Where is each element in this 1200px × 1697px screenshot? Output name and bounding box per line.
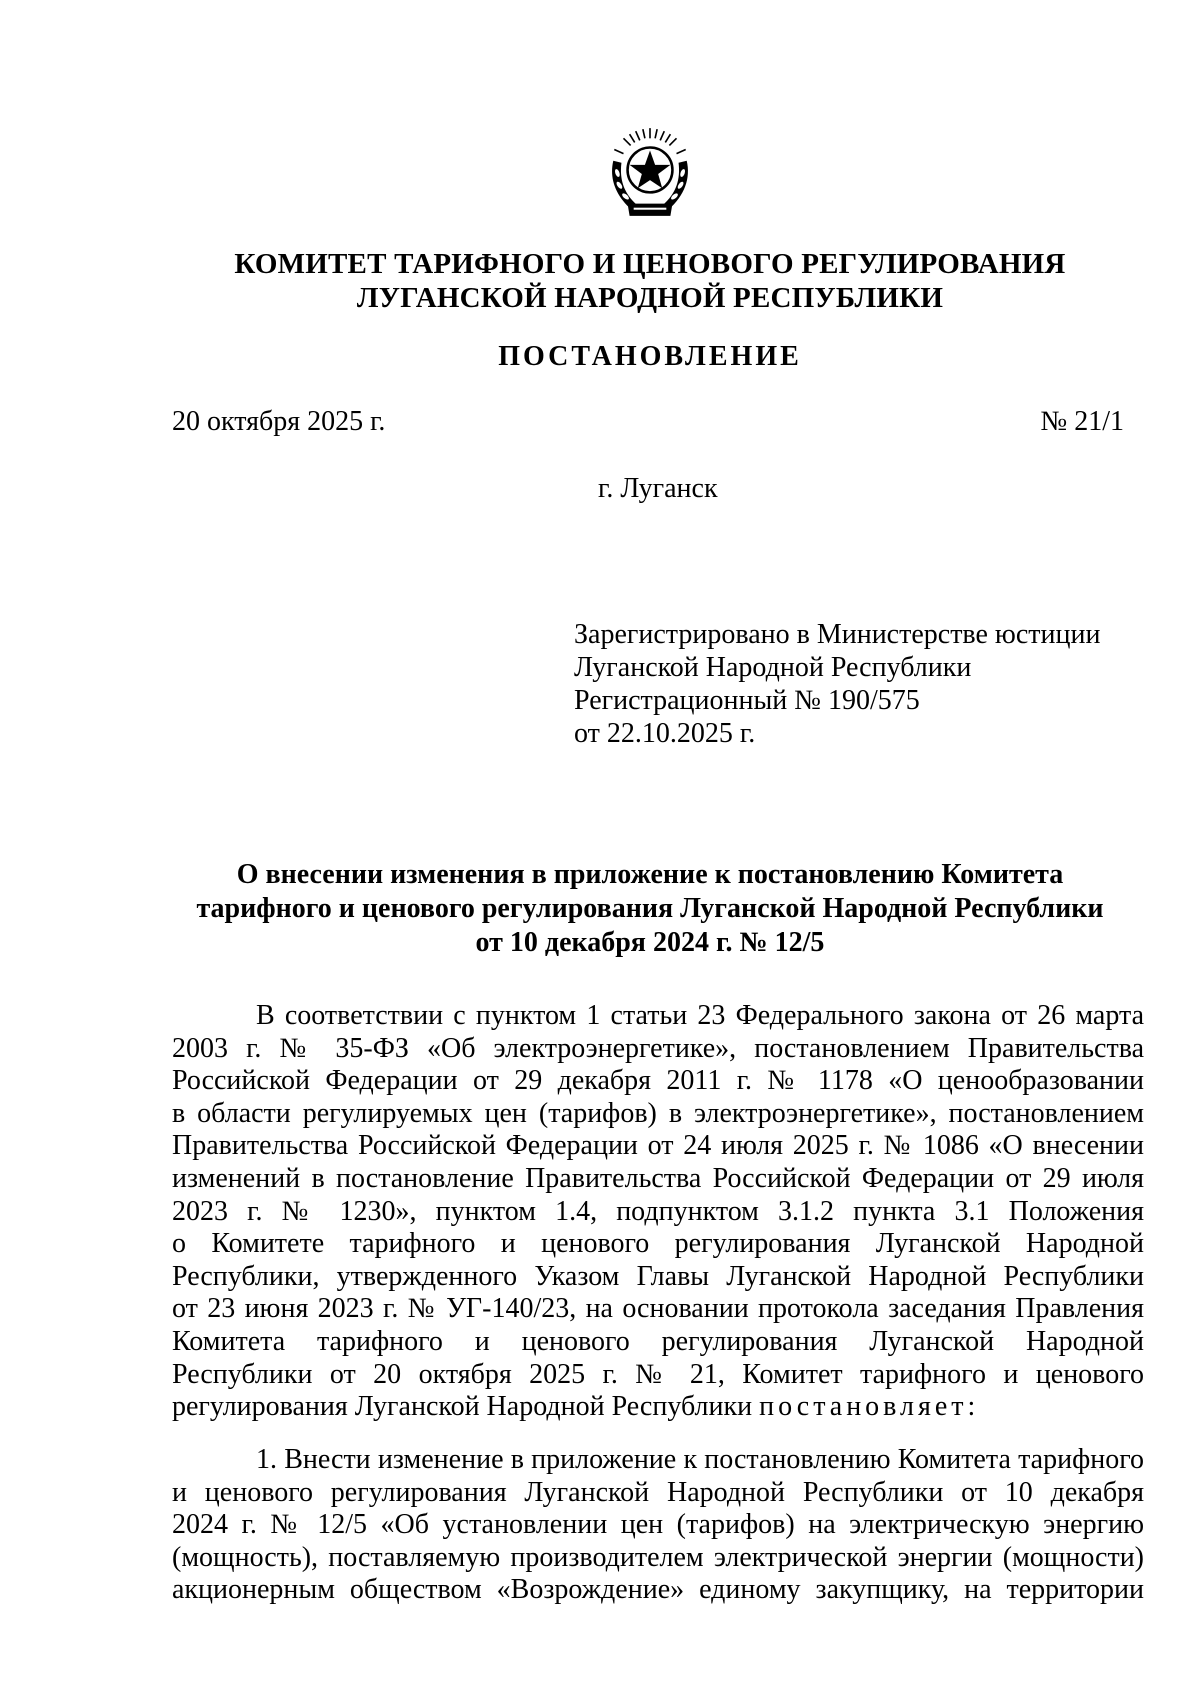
paragraph-line: Республики, утвержденного Указом Главы Луганской Народной Республики — [172, 1260, 1144, 1292]
paragraph-line: и ценового регулирования Луганской Народной Республики от 10 декабря — [172, 1476, 1144, 1508]
document-number: № 21/1 — [1040, 406, 1124, 437]
paragraph-line: Комитета тарифного и ценового регулирования Луганской Народной — [172, 1325, 1144, 1357]
paragraph-line: о Комитете тарифного и ценового регулирования Луганской Народной — [172, 1228, 1144, 1260]
organization-title-line1: КОМИТЕТ ТАРИФНОГО И ЦЕНОВОГО РЕГУЛИРОВАНИЯ — [234, 248, 1066, 280]
registration-line: от 22.10.2025 г. — [574, 718, 756, 749]
paragraph-line: изменений в постановление Правительства Российской Федерации от 29 июля — [172, 1162, 1144, 1194]
heading-line: тарифного и ценового регулирования Луганской Народной Республики — [196, 893, 1104, 924]
paragraph-line: Российской Федерации от 29 декабря 2011 г. № 1178 «О ценообразовании — [172, 1065, 1144, 1097]
paragraph-line: Правительства Российской Федерации от 24 июля 2025 г. № 1086 «О внесении — [172, 1130, 1144, 1162]
lnr-coat-of-arms-icon — [599, 122, 701, 224]
clause-1-paragraph — [172, 1444, 1144, 1607]
paragraph-text: регулирования Луганской Народной Республики — [172, 1391, 760, 1423]
organization-title-line2: ЛУГАНСКОЙ НАРОДНОЙ РЕСПУБЛИКИ — [356, 282, 944, 314]
document-heading — [160, 858, 1140, 960]
paragraph-line: от 23 июня 2023 г. № УГ-140/23, на основании протокола заседания Правления — [172, 1293, 1144, 1325]
registration-line: Луганской Народной Республики — [574, 652, 972, 683]
paragraph-line: 2003 г. № 35-ФЗ «Об электроэнергетике», постановлением Правительства — [172, 1032, 1144, 1064]
registration-line: Регистрационный № 190/575 — [574, 685, 920, 716]
paragraph-last-line — [172, 1391, 1144, 1424]
paragraph-line: (мощность), поставляемую производителем электрической энергии (мощности) — [172, 1541, 1144, 1573]
paragraph-line: 1. Внести изменение в приложение к постановлению Комитета тарифного — [256, 1444, 1144, 1475]
document-type: ПОСТАНОВЛЕНИЕ — [498, 341, 802, 372]
paragraph-line: акционерным обществом «Возрождение» единому закупщику, на территории — [172, 1574, 1144, 1606]
paragraph-line: Республики от 20 октября 2025 г. № 21, Комитет тарифного и ценового — [172, 1358, 1144, 1390]
registration-stamp — [574, 618, 1100, 750]
resolves-keyword: постановляет: — [759, 1391, 980, 1423]
paragraph-line: В соответствии с пунктом 1 статьи 23 Федерального закона от 26 марта — [256, 1000, 1144, 1031]
registration-line: Зарегистрировано в Министерстве юстиции — [574, 619, 1101, 650]
paragraph-line: в области регулируемых цен (тарифов) в электроэнергетике», постановлением — [172, 1097, 1144, 1129]
preamble-paragraph — [172, 1000, 1144, 1424]
heading-line: от 10 декабря 2024 г. № 12/5 — [475, 927, 825, 958]
paragraph-line: 2024 г. № 12/5 «Об установлении цен (тарифов) на электрическую энергию — [172, 1509, 1144, 1541]
document-city: г. Луганск — [598, 473, 718, 504]
paragraph-line: 2023 г. № 1230», пунктом 1.4, подпунктом 3.1.2 пункта 3.1 Положения — [172, 1195, 1144, 1227]
document-date: 20 октября 2025 г. — [172, 406, 386, 437]
heading-line: О внесении изменения в приложение к постановлению Комитета — [236, 859, 1064, 890]
